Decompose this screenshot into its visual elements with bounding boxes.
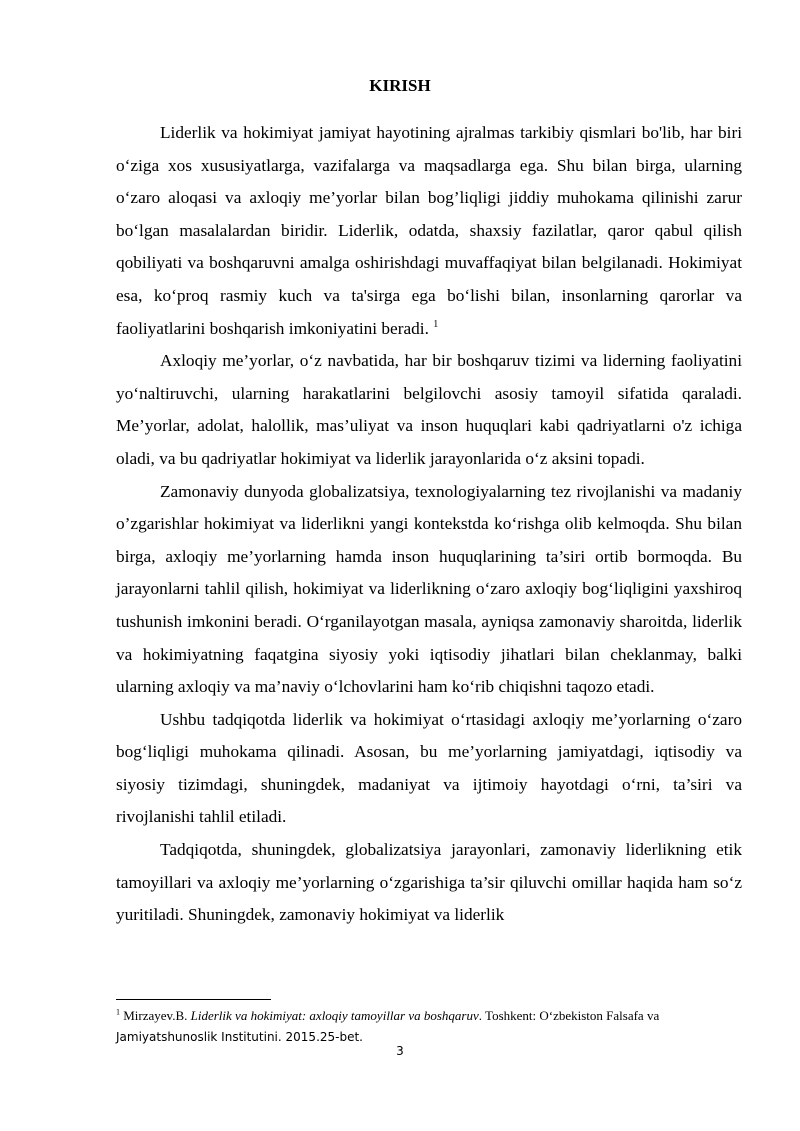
footnote-divider [116, 999, 271, 1000]
footnote-publisher: . Toshkent: O‘zbekiston Falsafa va [478, 1008, 660, 1023]
paragraph-text: Liderlik va hokimiyat jamiyat hayotining ajralmas tarkibiy qismlari bo'lib, har biri o‘ziga xos xususiyatlarga, vazifalarga va maqsadlarga ega. Shu bilan birga, ularning o‘zaro aloqasi va axloqiy me’yorlar bilan bog’liqligi jiddiy muhokama qilinishi zarur bo‘lgan masalalardan biridir. Liderlik, odatda, shaxsiy fazilatlar, qaror qabul qilish qobiliyati va boshqaruvni amalga oshirishdagi muvaffaqiyat bilan belgilanadi. Hokimiyat esa, ko‘proq rasmiy kuch va ta'sirga ega bo‘lishi bilan, insonlarning qarorlar va faoliyatlarini boshqarish imkoniyatini beradi. [116, 123, 742, 338]
page-title: KIRISH [369, 76, 431, 95]
footnote-reference[interactable]: 1 [433, 318, 439, 330]
page-number: 3 [396, 1044, 404, 1058]
paragraph: Ushbu tadqiqotda liderlik va hokimiyat o‘rtasidagi axloqiy me’yorlarning o‘zaro bog‘liqligi muhokama qilinadi. Asosan, bu me’yorlarning jamiyatdagi, iqtisodiy va siyosiy tizimdagi, shuningdek, madaniyat va ijtimoiy hayotdagi o‘rni, ta’siri va rivojlanishi tahlil etiladi. [116, 709, 742, 827]
footnote-tail: Jamiyatshunoslik Institutini. 2015.25-bet. [116, 1030, 363, 1044]
footnote-marker: 1 [116, 1007, 120, 1017]
footnote-work-title: Liderlik va hokimiyat: axloqiy tamoyillar va boshqaruv [190, 1008, 479, 1023]
footnote [116, 1005, 742, 1048]
paragraph: Axloqiy me’yorlar, o‘z navbatida, har bir boshqaruv tizimi va liderning faoliyatini yo‘naltiruvchi, ularning harakatlarini belgilovchi asosiy tamoyil sifatida qaraladi. Me’yorlar, adolat, halollik, mas’uliyat va inson huquqlari kabi qadriyatlarni o'z ichiga oladi, va bu qadriyatlar hokimiyat va liderlik jarayonlarida o‘z aksini topadi. [116, 351, 742, 468]
paragraph: Tadqiqotda, shuningdek, globalizatsiya jarayonlari, zamonaviy liderlikning etik tamoyillari va axloqiy me’yorlarning o‘zgarishiga ta’sir qiluvchi omillar haqida ham so‘z yuritiladi. Shuningdek, zamonaviy hokimiyat va liderlik [116, 840, 742, 925]
paragraph [116, 117, 742, 345]
paragraph: Zamonaviy dunyoda globalizatsiya, texnologiyalarning tez rivojlanishi va madaniy o’zgarishlar hokimiyat va liderlikni yangi kontekstda ko‘rishga olib kelmoqda. Shu bilan birga, axloqiy me’yorlarning hamda inson huquqlarining ta’siri ortib bormoqda. Bu jarayonlarni tahlil qilish, hokimiyat va liderlikning o‘zaro axloqiy bog‘liqligini yaxshiroq tushunish imkonini beradi. O‘rganilayotgan masala, ayniqsa zamonaviy sharoitda, liderlik va hokimiyatning faqatgina siyosiy yoki iqtisodiy jihatlari bilan cheklanmay, balki ularning axloqiy va ma’naviy o‘lchovlarini ham ko‘rib chiqishni taqozo etadi. [116, 481, 742, 697]
body-text [116, 117, 742, 932]
footnote-author: Mirzayev.B. [123, 1008, 188, 1023]
